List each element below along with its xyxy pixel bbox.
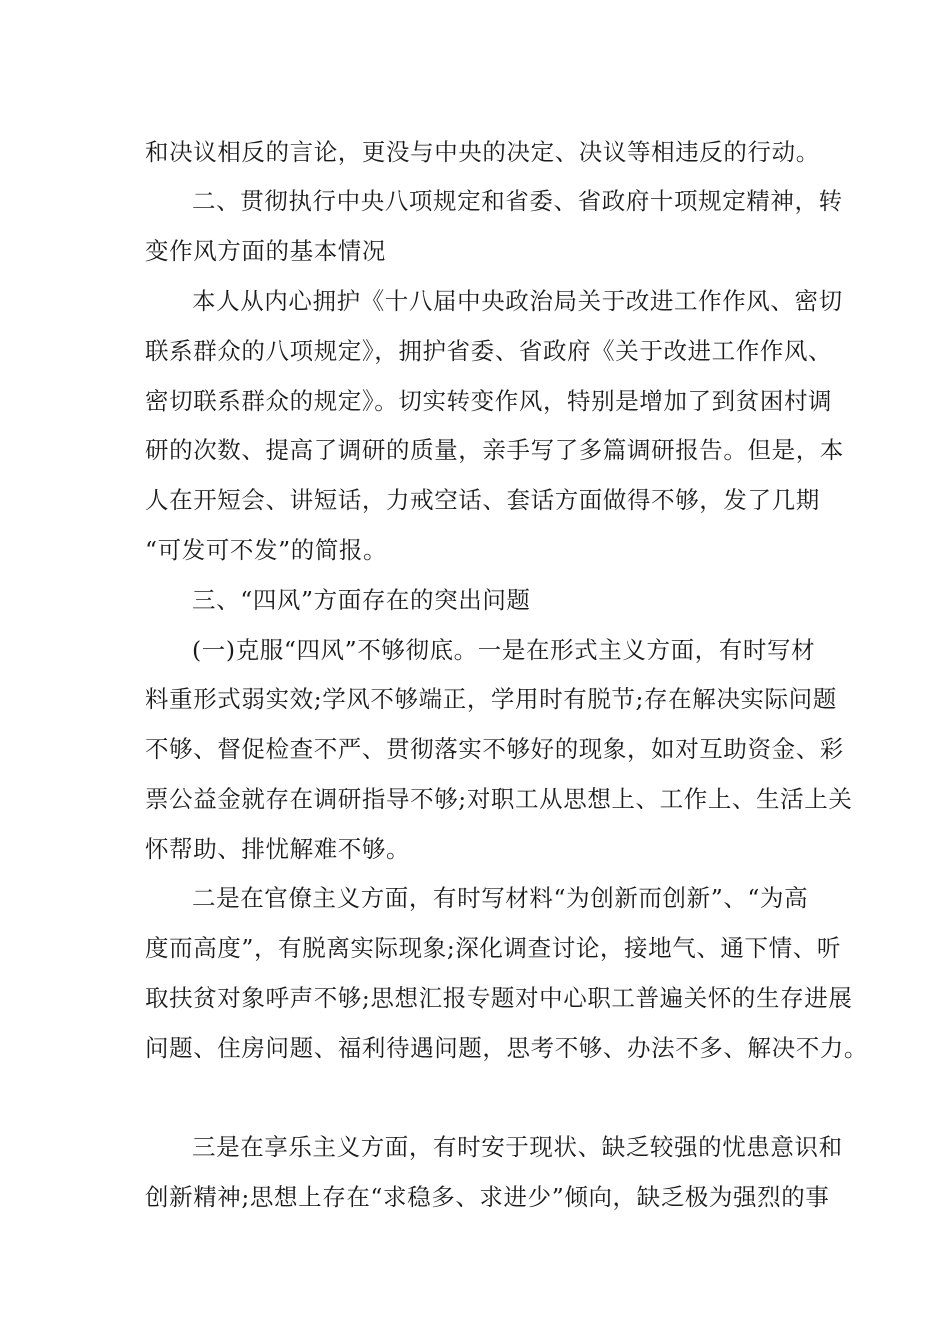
text-line: 票公益金就存在调研指导不够;对职工从思想上、工作上、生活上关 (145, 785, 853, 813)
text-line: 创新精神;思想上存在“求稳多、求进少”倾向，缺乏极为强烈的事 (145, 1183, 830, 1211)
section-heading: 三、“四风”方面存在的突出问题 (192, 586, 531, 614)
text-line: 二是在官僚主义方面，有时写材料“为创新而创新”、“为高 (192, 884, 809, 912)
text-line: 本人从内心拥护《十八届中央政治局关于改进工作作风、密切 (192, 287, 843, 315)
text-line: 研的次数、提高了调研的质量，亲手写了多篇调研报告。但是，本 (145, 436, 844, 464)
section-heading: 变作风方面的基本情况 (145, 237, 386, 265)
text-line: 人在开短会、讲短话，力戒空话、套话方面做得不够，发了几期 (145, 486, 820, 514)
text-line: 三是在享乐主义方面，有时安于现状、缺乏较强的忧患意识和 (192, 1133, 843, 1161)
text-line: 不够、督促检查不严、贯彻落实不够好的现象，如对互助资金、彩 (145, 735, 844, 763)
text-line: “可发可不发”的简报。 (145, 536, 388, 564)
text-line: 取扶贫对象呼声不够;思想汇报专题对中心职工普遍关怀的生存进展 (145, 984, 853, 1012)
section-heading: 二、贯彻执行中央八项规定和省委、省政府十项规定精神，转 (192, 187, 843, 215)
text-line: 密切联系群众的规定》。切实转变作风，特别是增加了到贫困村调 (145, 387, 833, 415)
text-line: 料重形式弱实效;学风不够端正，学用时有脱节;存在解决实际问题 (145, 685, 837, 713)
text-line: (一)克服“四风”不够彻底。一是在形式主义方面，有时写材 (192, 636, 816, 664)
text-line: 度而高度”，有脱离实际现象;深化调查讨论，接地气、通下情、听 (145, 934, 841, 962)
text-line: 联系群众的八项规定》，拥护省委、省政府《关于改进工作作风、 (145, 337, 833, 365)
text-line: 和决议相反的言论，更没与中央的决定、决议等相违反的行动。 (145, 138, 820, 166)
text-line: 怀帮助、排忧解难不够。 (145, 835, 411, 863)
text-line: 问题、住房问题、福利待遇问题，思考不够、办法不多、解决不力。 (145, 1034, 868, 1062)
